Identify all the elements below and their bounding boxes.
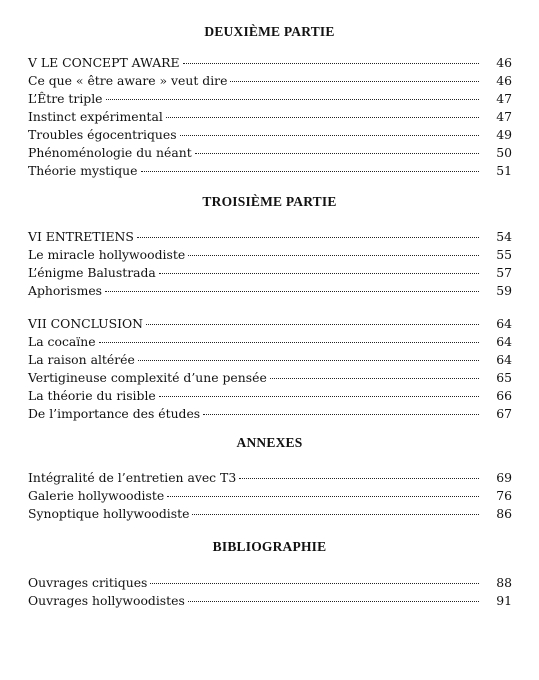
toc-entry-page: 66 — [496, 388, 512, 403]
dot-leader — [167, 496, 479, 497]
toc-entry-label: Vertigineuse complexité d’une pensée — [28, 370, 267, 385]
toc-entry-page: 49 — [496, 127, 512, 142]
dot-leader — [166, 117, 479, 118]
dot-leader — [188, 255, 479, 256]
section-heading: ANNEXES — [236, 435, 303, 450]
toc-entry-page: 65 — [496, 370, 512, 385]
dot-leader — [141, 171, 480, 172]
toc-entry — [28, 126, 512, 144]
toc-entry-page: 55 — [496, 247, 512, 262]
toc-entry-label: La théorie du risible — [28, 388, 156, 403]
toc-entry-label: La raison altérée — [28, 352, 135, 367]
dot-leader — [270, 378, 479, 379]
dot-leader — [203, 414, 479, 415]
toc-entry-label: Instinct expérimental — [28, 109, 163, 124]
toc-entry-page: 46 — [496, 55, 512, 70]
dot-leader — [239, 478, 479, 479]
toc-entry — [28, 369, 512, 387]
toc-entry — [28, 54, 512, 72]
toc-entry-label: Galerie hollywoodiste — [28, 488, 165, 503]
toc-entry — [28, 264, 512, 282]
toc-entry-label: Théorie mystique — [28, 163, 138, 178]
toc-entry-page: 54 — [496, 229, 512, 244]
toc-entry-page: 50 — [496, 145, 512, 160]
toc-entry-label: Le miracle hollywoodiste — [28, 247, 186, 262]
toc-entry-page: 86 — [496, 506, 512, 521]
dot-leader — [105, 291, 479, 292]
dot-leader — [99, 342, 479, 343]
toc-entry-label: Phénoménologie du néant — [28, 145, 192, 160]
toc-entry — [28, 144, 512, 162]
toc-entry-label: Synoptique hollywoodiste — [28, 506, 190, 521]
toc-entry — [28, 487, 512, 505]
dot-leader — [137, 237, 479, 238]
toc-entry — [28, 505, 512, 523]
toc-entry — [28, 387, 512, 405]
toc-entry — [28, 282, 512, 300]
toc-entry — [28, 469, 512, 487]
dot-leader — [146, 324, 479, 325]
toc-entry — [28, 246, 512, 264]
section-heading: TROISIÈME PARTIE — [202, 194, 337, 209]
toc-entry-page: 51 — [496, 163, 512, 178]
toc-entry-page: 59 — [496, 283, 512, 298]
dot-leader — [106, 99, 479, 100]
toc-entry-page: 47 — [496, 109, 512, 124]
toc-entry — [28, 592, 512, 610]
toc-entry-page: 76 — [496, 488, 512, 503]
toc-entry — [28, 351, 512, 369]
toc-entry-label: V LE CONCEPT AWARE — [28, 55, 180, 70]
toc-entry-label: La cocaïne — [28, 334, 96, 349]
toc-entry-label: Ouvrages hollywoodistes — [28, 593, 185, 608]
toc-entry-label: L’Être triple — [28, 91, 103, 106]
toc-entry-page: 88 — [496, 575, 512, 590]
dot-leader — [188, 601, 479, 602]
toc-entry-label: Aphorismes — [28, 283, 103, 298]
toc-entry-label: De l’importance des études — [28, 406, 201, 421]
toc-entry-label: Intégralité de l’entretien avec T3 — [28, 470, 237, 485]
toc-entry-page: 64 — [496, 316, 512, 331]
toc-entry-page: 46 — [496, 73, 512, 88]
toc-entry-label: Troubles égocentriques — [28, 127, 177, 142]
toc-entry — [28, 574, 512, 592]
toc-entry-label: Ce que « être aware » veut dire — [28, 73, 228, 88]
toc-entry-label: L’énigme Balustrada — [28, 265, 156, 280]
toc-entry-label: VI ENTRETIENS — [28, 229, 134, 244]
section-heading: DEUXIÈME PARTIE — [204, 24, 335, 39]
toc-entry-page: 64 — [496, 334, 512, 349]
toc-entry-label: VII CONCLUSION — [28, 316, 144, 331]
toc-entry-page: 91 — [496, 593, 512, 608]
section-heading: BIBLIOGRAPHIE — [212, 539, 327, 554]
toc-entry-label: Ouvrages critiques — [28, 575, 148, 590]
dot-leader — [180, 135, 479, 136]
toc-entry-page: 57 — [496, 265, 512, 280]
toc-entry-page: 64 — [496, 352, 512, 367]
toc-entry — [28, 333, 512, 351]
dot-leader — [150, 583, 479, 584]
toc-entry — [28, 90, 512, 108]
dot-leader — [159, 396, 479, 397]
toc-entry — [28, 405, 512, 423]
toc-entry — [28, 72, 512, 90]
dot-leader — [138, 360, 479, 361]
dot-leader — [159, 273, 479, 274]
toc-entry-page: 69 — [496, 470, 512, 485]
toc-entry-page: 47 — [496, 91, 512, 106]
dot-leader — [192, 514, 479, 515]
toc-entry — [28, 108, 512, 126]
dot-leader — [195, 153, 479, 154]
dot-leader — [183, 63, 479, 64]
dot-leader — [230, 81, 479, 82]
toc-entry — [28, 315, 512, 333]
toc-entry — [28, 162, 512, 180]
toc-entry — [28, 228, 512, 246]
toc-entry-page: 67 — [496, 406, 512, 421]
